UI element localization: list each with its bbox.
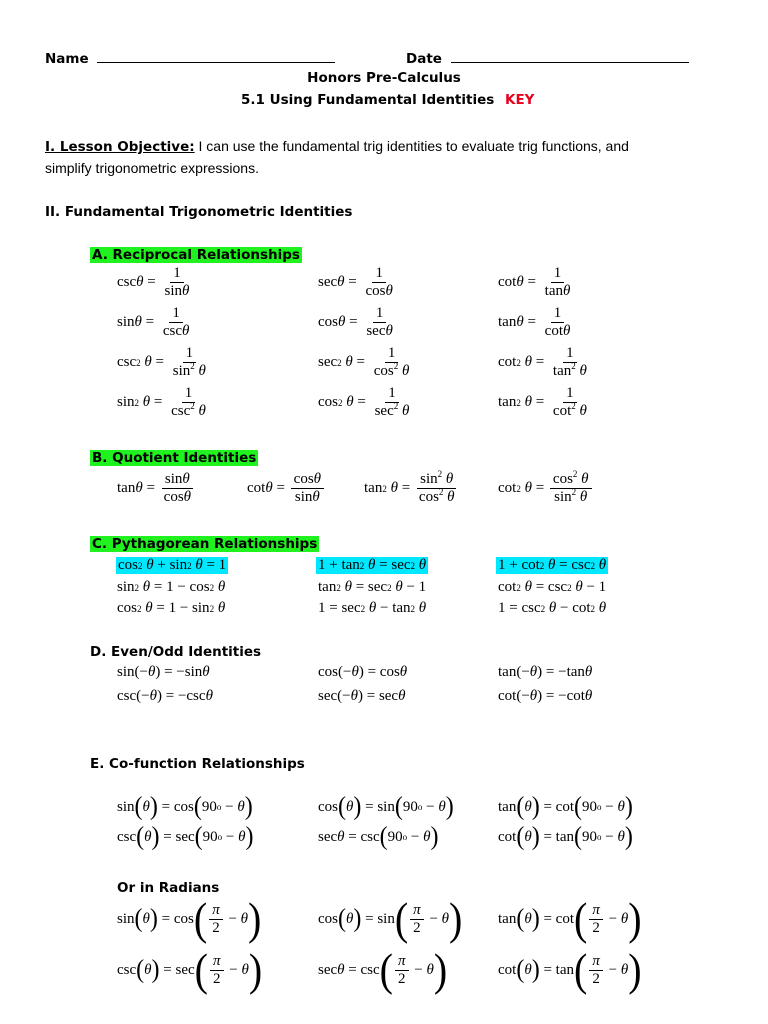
cofunction-cot: cot ( θ ) = tan ( 90 o − θ ) <box>498 822 633 852</box>
identity-pyth-cot2: cot 2 θ = csc 2 θ − 1 <box>498 579 607 595</box>
identity-pyth-main: cos 2 θ + sin 2 θ = 1 <box>118 557 227 573</box>
objective-text1: I can use the fundamental trig identities to evaluate trig functions, and <box>198 138 629 154</box>
heading-pythagorean: C. Pythagorean Relationships <box>92 536 318 552</box>
radians-csc: csc ( θ ) = sec ( $\frac{\pi}{2}$ − θ ) <box>117 943 263 996</box>
identity-csc-odd: csc(− θ ) = −csc θ <box>117 688 213 704</box>
identity-cos-even: cos(− θ ) = cos θ <box>318 664 408 680</box>
identity-sin2-recip: sin 2 θ = $\frac{1}{\csc^2 \theta}$ <box>117 385 206 419</box>
identity-tan2-recip: tan 2 θ = $\frac{1}{\cot^2 \theta}$ <box>498 385 587 419</box>
identity-pyth-tan: 1 + tan 2 θ = sec 2 θ <box>318 557 427 573</box>
radians-tan: tan ( θ ) = cot ( $\frac{\pi}{2}$ − θ ) <box>498 892 642 945</box>
cofunction-csc: csc ( θ ) = sec ( 90 o − θ ) <box>117 822 254 852</box>
heading-cofunction: E. Co-function Relationships <box>90 756 305 772</box>
lesson-title <box>241 92 534 108</box>
identity-pyth-tan2: tan 2 θ = sec 2 θ − 1 <box>318 579 427 595</box>
identity-cot-recip: cot θ = $\frac{1}{\tan\theta}$ <box>498 265 571 299</box>
identity-pyth-cot: 1 + cot 2 θ = csc 2 θ <box>498 557 607 573</box>
name-field <box>45 48 335 67</box>
lesson-name: 5.1 Using Fundamental Identities <box>241 92 495 108</box>
heading-radians: Or in Radians <box>117 880 220 896</box>
identity-cot-odd: cot(− θ ) = −cot θ <box>498 688 593 704</box>
identity-sec2-recip: sec 2 θ = $\frac{1}{\cos^2 \theta}$ <box>318 345 410 379</box>
objective-text2: simplify trigonometric expressions. <box>45 160 259 176</box>
heading-quotient: B. Quotient Identities <box>92 450 257 466</box>
radians-sin: sin ( θ ) = cos ( $\frac{\pi}{2}$ − θ ) <box>117 892 262 945</box>
identity-cot-quotient: cot θ = $\frac{\cos\theta}{\sin\theta}$ <box>247 472 326 505</box>
name-blank <box>97 48 335 63</box>
identity-sin-recip: sin θ = $\frac{1}{\csc\theta}$ <box>117 305 190 339</box>
cofunction-cos: cos ( θ ) = sin ( 90 o − θ ) <box>318 792 454 822</box>
key-badge: KEY <box>505 92 535 108</box>
identity-sec-recip: sec θ = $\frac{1}{\cos\theta}$ <box>318 265 393 299</box>
heading-reciprocal: A. Reciprocal Relationships <box>92 247 300 263</box>
radians-cos: cos ( θ ) = sin ( $\frac{\pi}{2}$ − θ ) <box>318 892 463 945</box>
cofunction-tan: tan ( θ ) = cot ( 90 o − θ ) <box>498 792 633 822</box>
date-field <box>406 48 689 67</box>
identity-tan-odd: tan(− θ ) = −tan θ <box>498 664 593 680</box>
name-label: Name <box>45 51 89 67</box>
identity-tan-recip: tan θ = $\frac{1}{\cot\theta}$ <box>498 305 571 339</box>
identity-tan-quotient: tan θ = $\frac{\sin\theta}{\cos\theta}$ <box>117 471 192 505</box>
identity-tan2-quotient: tan 2 θ = $\frac{\sin^2 \theta}{\cos^2 \theta}$ <box>364 469 455 505</box>
identity-pyth-sin2: sin 2 θ = 1 − cos 2 θ <box>117 579 226 595</box>
date-blank <box>451 48 689 63</box>
identity-pyth-one-sec: 1 = sec 2 θ − tan 2 θ <box>318 600 427 616</box>
section-title: II. Fundamental Trigonometric Identities <box>45 204 353 220</box>
identity-cot2-recip: cot 2 θ = $\frac{1}{\tan^2 \theta}$ <box>498 345 587 379</box>
objective-label: I. Lesson Objective: <box>45 139 195 155</box>
identity-cot2-quotient: cot 2 θ = $\frac{\cos^2 \theta}{\sin^2 \theta}$ <box>498 472 594 505</box>
identity-cos-recip: cos θ = $\frac{1}{\sec\theta}$ <box>318 305 393 339</box>
identity-csc-recip: csc θ = $\frac{1}{\sin\theta}$ <box>117 265 190 299</box>
objective-line1 <box>45 138 629 155</box>
identity-sin-odd: sin(− θ ) = −sin θ <box>117 664 210 680</box>
cofunction-sin: sin ( θ ) = cos ( 90 o − θ ) <box>117 792 253 822</box>
identity-pyth-cos2: cos 2 θ = 1 − sin 2 θ <box>117 600 226 616</box>
radians-cot: cot ( θ ) = tan ( $\frac{\pi}{2}$ − θ ) <box>498 943 642 996</box>
identity-cos2-recip: cos 2 θ = $\frac{1}{\sec^2 \theta}$ <box>318 385 410 419</box>
cofunction-sec: sec θ = csc ( 90 o − θ ) <box>318 822 439 852</box>
identity-sec-even: sec(− θ ) = sec θ <box>318 688 406 704</box>
course-title: Honors Pre-Calculus <box>307 70 461 86</box>
heading-even-odd: D. Even/Odd Identities <box>90 644 262 660</box>
date-label: Date <box>406 51 442 67</box>
radians-sec: sec θ = csc ( $\frac{\pi}{2}$ − θ ) <box>318 943 448 996</box>
identity-pyth-one-csc: 1 = csc 2 θ − cot 2 θ <box>498 600 607 616</box>
identity-csc2-recip: csc 2 θ = $\frac{1}{\sin^2 \theta}$ <box>117 345 206 379</box>
